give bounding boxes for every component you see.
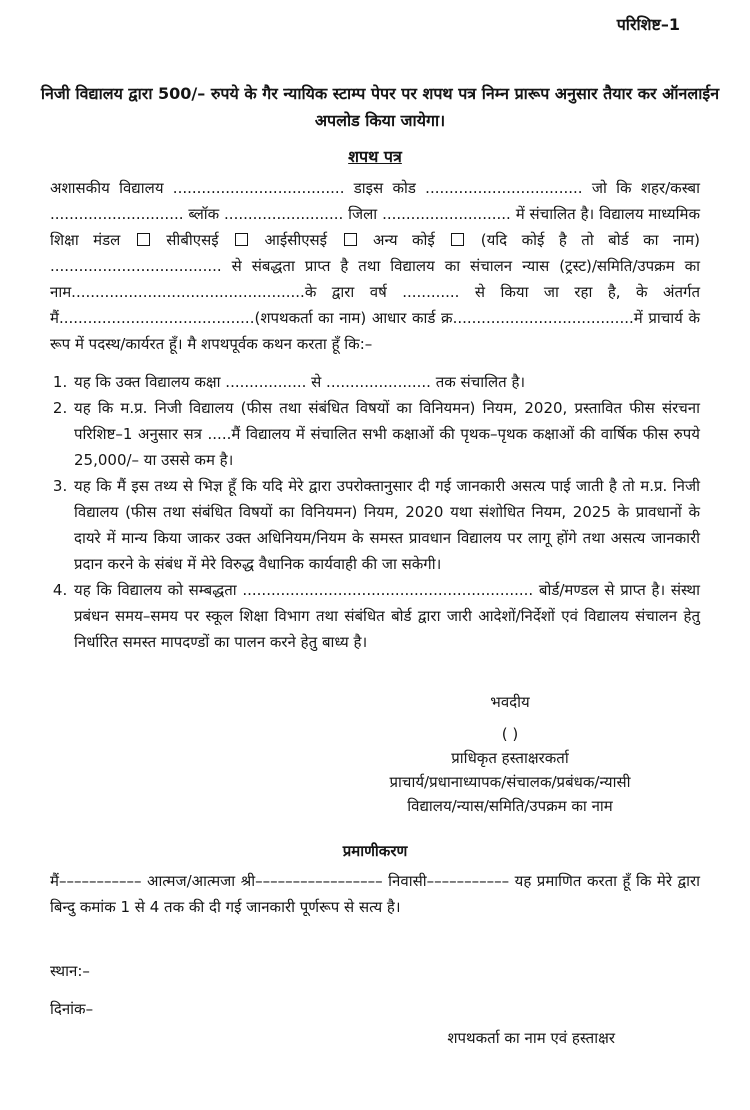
affidavit-title-text: शपथ पत्र — [348, 147, 402, 166]
yours-faithfully: भवदीय — [490, 693, 530, 711]
declaration-list — [50, 369, 700, 655]
signature-bracket: ( ) — [501, 725, 519, 743]
checkbox-icse[interactable] — [344, 233, 357, 246]
certification-text: मैं––––––––––– आत्मज/आत्मजा श्री––––––––––––––––– निवासी––––––––––– यह प्रमाणित करता हूँ कि मेरे द्वारा बिन्दु कमांक 1 से 4 तक की दी गई जानकारी पूर्णरूप से सत्य है। — [50, 872, 700, 916]
intro-text-1: अशासकीय विद्यालय .................................... डाइस कोड ................................. जो कि शहर/कस्बा ............................ ब्लॉक ......................... जिला ........................... में संचालित है। विद्यालय माध्यमिक शिक्षा मंडल — [50, 179, 700, 249]
annex-label: परिशिष्ट–1 — [616, 15, 680, 34]
document-heading: निजी विद्यालय द्वारा 500/– रुपये के गैर न्यायिक स्टाम्प पेपर पर शपथ पत्र निम्न प्रारूप अनुसार तैयार कर ऑनलाईन अपलोड किया जायेगा। — [40, 84, 720, 130]
intro-paragraph — [50, 175, 700, 357]
deponent-signature-label: शपथकर्ता का नाम एवं हस्ताक्षर — [447, 1029, 615, 1047]
checkbox-cbse[interactable] — [235, 233, 248, 246]
date-label: दिनांक– — [50, 1000, 94, 1018]
affidavit-body — [50, 175, 700, 655]
place-label: स्थान:– — [50, 962, 90, 980]
option-other: अन्य कोई — [372, 231, 435, 249]
declaration-item: 3. यह कि मैं इस तथ्य से भिज्ञ हूँ कि यदि मेरे द्वारा उपरोक्तानुसार दी गई जानकारी असत्य पाई जाती है तो म.प्र. निजी विद्यालय (फीस तथा संबंधित विषयों का विनियमन) नियम, 2020 यथा संशोधित नियम, 2025 के प्रावधानों के दायरे में मान्य किया जाकर उक्त अधिनियम/नियम के समस्त प्रावधान विद्यालय पर लागू होंगे तथा असत्य जानकारी प्रदान करने के संबंध में मेरे विरुद्ध वैधानिक कार्यवाही की जा सकेगी। — [72, 473, 700, 577]
authorized-signatory: प्राधिकृत हस्ताक्षरकर्ता — [451, 749, 569, 767]
option-icse: आईसीएसई — [264, 231, 328, 249]
option-cbse: सीबीएसई — [166, 231, 219, 249]
declaration-item: 1. यह कि उक्त विद्यालय कक्षा ................. से ...................... तक संचालित है। — [72, 369, 700, 395]
declaration-item: 4. यह कि विद्यालय को सम्बद्धता ............................................................. बोर्ड/मण्डल से प्राप्त है। संस्था प्रबंधन समय–समय पर स्कूल शिक्षा विभाग तथा संबंधित बोर्ड द्वारा जारी आदेशों/निर्देशों एवं विद्यालय संचालन हेतु निर्धारित समस्त मापदण्डों का पालन करने हेतु बाध्य है। — [72, 577, 700, 655]
affidavit-title — [0, 144, 750, 170]
intro-text-2: (यदि कोई है तो बोर्ड का नाम) .................................... से संबद्धता प्राप्त है तथा विद्यालय का संचालन न्यास (ट्रस्ट)/समिति/उपक्रम का नाम.................................................के द्वारा वर्ष ............ से किया जा रहा है, के अंतर्गत मैं.........................................(शपथकर्ता का नाम) आधार कार्ड क्र......................................में प्राचार्य के रूप में पदस्थ/कार्यरत हूँ। मै शपथपूर्वक कथन करता हूँ कि:– — [50, 231, 700, 353]
checkbox-mp-board[interactable] — [137, 233, 150, 246]
designations: प्राचार्य/प्रधानाध्यापक/संचालक/प्रबंधक/न्यासी — [389, 773, 631, 791]
declaration-item: 2. यह कि म.प्र. निजी विद्यालय (फीस तथा संबंधित विषयों का विनियमन) नियम, 2020, प्रस्तावित फीस संरचना परिशिष्ट–1 अनुसार सत्र .....मैं विद्यालय में संचालित सभी कक्षाओं की पृथक–पृथक कक्षाओं की वार्षिक फीस रुपये 25,000/– या उससे कम है। — [72, 395, 700, 473]
checkbox-other[interactable] — [451, 233, 464, 246]
organization-name-label: विद्यालय/न्यास/समिति/उपक्रम का नाम — [407, 797, 613, 815]
certification-title: प्रमाणीकरण — [342, 842, 408, 860]
